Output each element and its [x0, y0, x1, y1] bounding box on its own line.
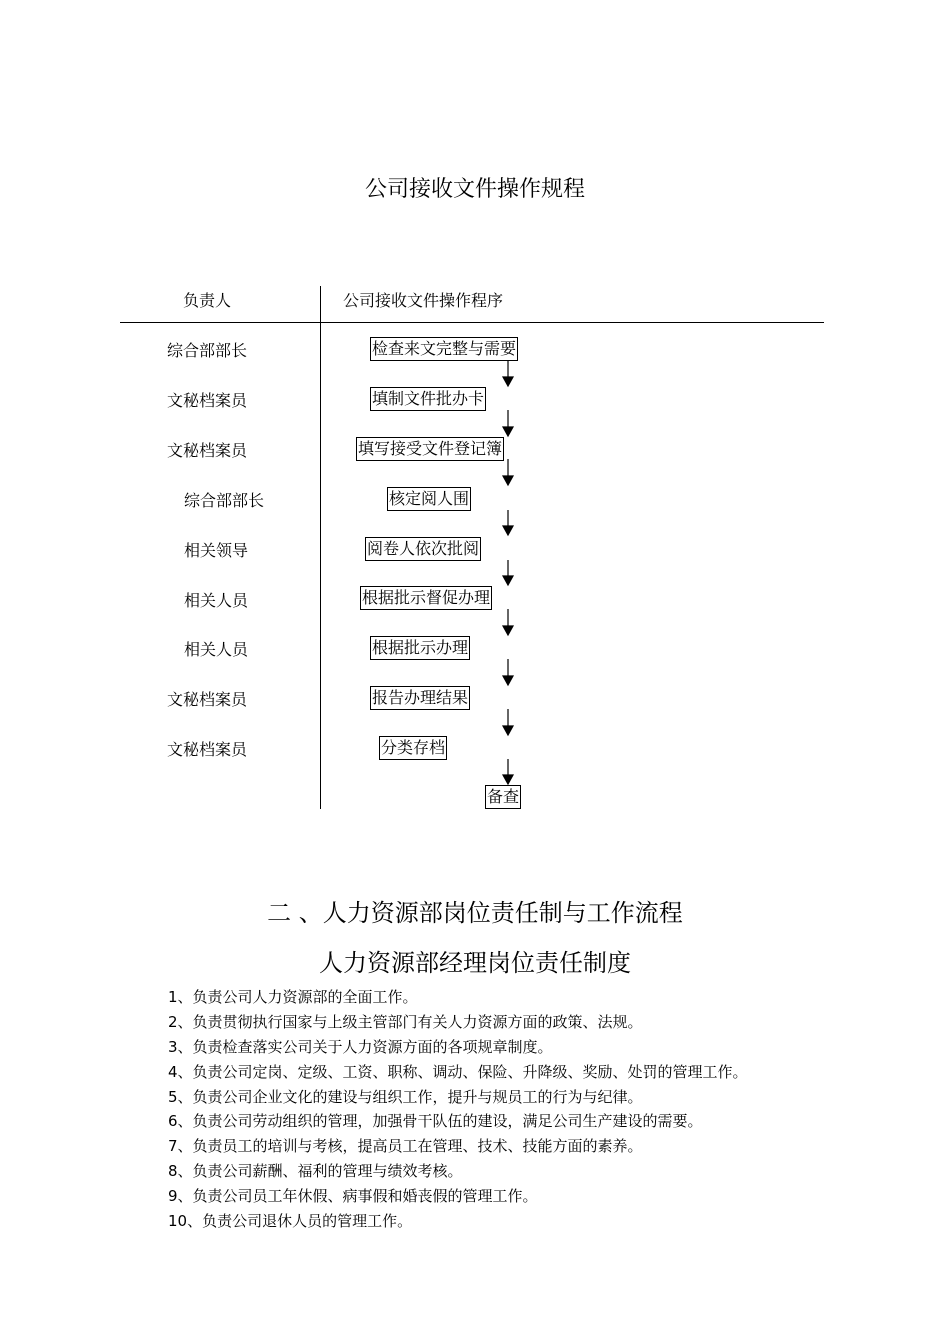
flow-step: 填制文件批办卡: [370, 387, 486, 411]
responsible-person: 文秘档案员: [167, 441, 248, 460]
responsible-person: 综合部部长: [167, 341, 248, 360]
header-procedure: 公司接收文件操作程序: [343, 291, 504, 310]
duty-item: 7、负责员工的培训与考核，提高员工在管理、技术、技能方面的素养。: [168, 1137, 643, 1155]
duty-item: 10、负责公司退休人员的管理工作。: [168, 1212, 413, 1230]
duty-item: 5、负责公司企业文化的建设与组织工作，提升与规员工的行为与纪律。: [168, 1088, 643, 1106]
flow-step: 核定阅人围: [387, 487, 471, 511]
responsible-person: 文秘档案员: [167, 391, 248, 410]
flow-step: 备查: [485, 785, 521, 809]
responsible-person: 文秘档案员: [167, 690, 248, 709]
responsible-person: 相关人员: [184, 591, 249, 610]
flow-step: 根据批示办理: [370, 636, 470, 660]
duty-item: 6、负责公司劳动组织的管理，加强骨干队伍的建设，满足公司生产建设的需要。: [168, 1112, 703, 1130]
duty-item: 8、负责公司薪酬、福利的管理与绩效考核。: [168, 1162, 463, 1180]
flow-step: 分类存档: [379, 736, 447, 760]
duty-item: 4、负责公司定岗、定级、工资、职称、调动、保险、升降级、奖励、处罚的管理工作。: [168, 1063, 748, 1081]
responsible-person: 相关领导: [184, 541, 249, 560]
flow-step: 根据批示督促办理: [360, 586, 492, 610]
duty-item: 1、负责公司人力资源部的全面工作。: [168, 988, 418, 1006]
duty-item: 3、负责检查落实公司关于人力资源方面的各项规章制度。: [168, 1038, 553, 1056]
procedure-title: 公司接收文件操作规程: [364, 177, 585, 202]
responsible-person: 综合部部长: [184, 491, 265, 510]
section-subheading: 人力资源部经理岗位责任制度: [319, 949, 631, 977]
flow-step: 检查来文完整与需要: [370, 337, 518, 361]
responsible-person: 文秘档案员: [167, 740, 248, 759]
duty-item: 2、负责贯彻执行国家与上级主管部门有关人力资源方面的政策、法规。: [168, 1013, 643, 1031]
flow-step: 报告办理结果: [370, 686, 470, 710]
section-heading: 二 、人力资源部岗位责任制与工作流程: [267, 899, 683, 927]
flow-step: 阅卷人依次批阅: [365, 537, 481, 561]
flow-step: 填写接受文件登记簿: [356, 437, 504, 461]
responsible-person: 相关人员: [184, 640, 249, 659]
duty-item: 9、负责公司员工年休假、病事假和婚丧假的管理工作。: [168, 1187, 538, 1205]
header-responsible: 负责人: [183, 291, 232, 310]
